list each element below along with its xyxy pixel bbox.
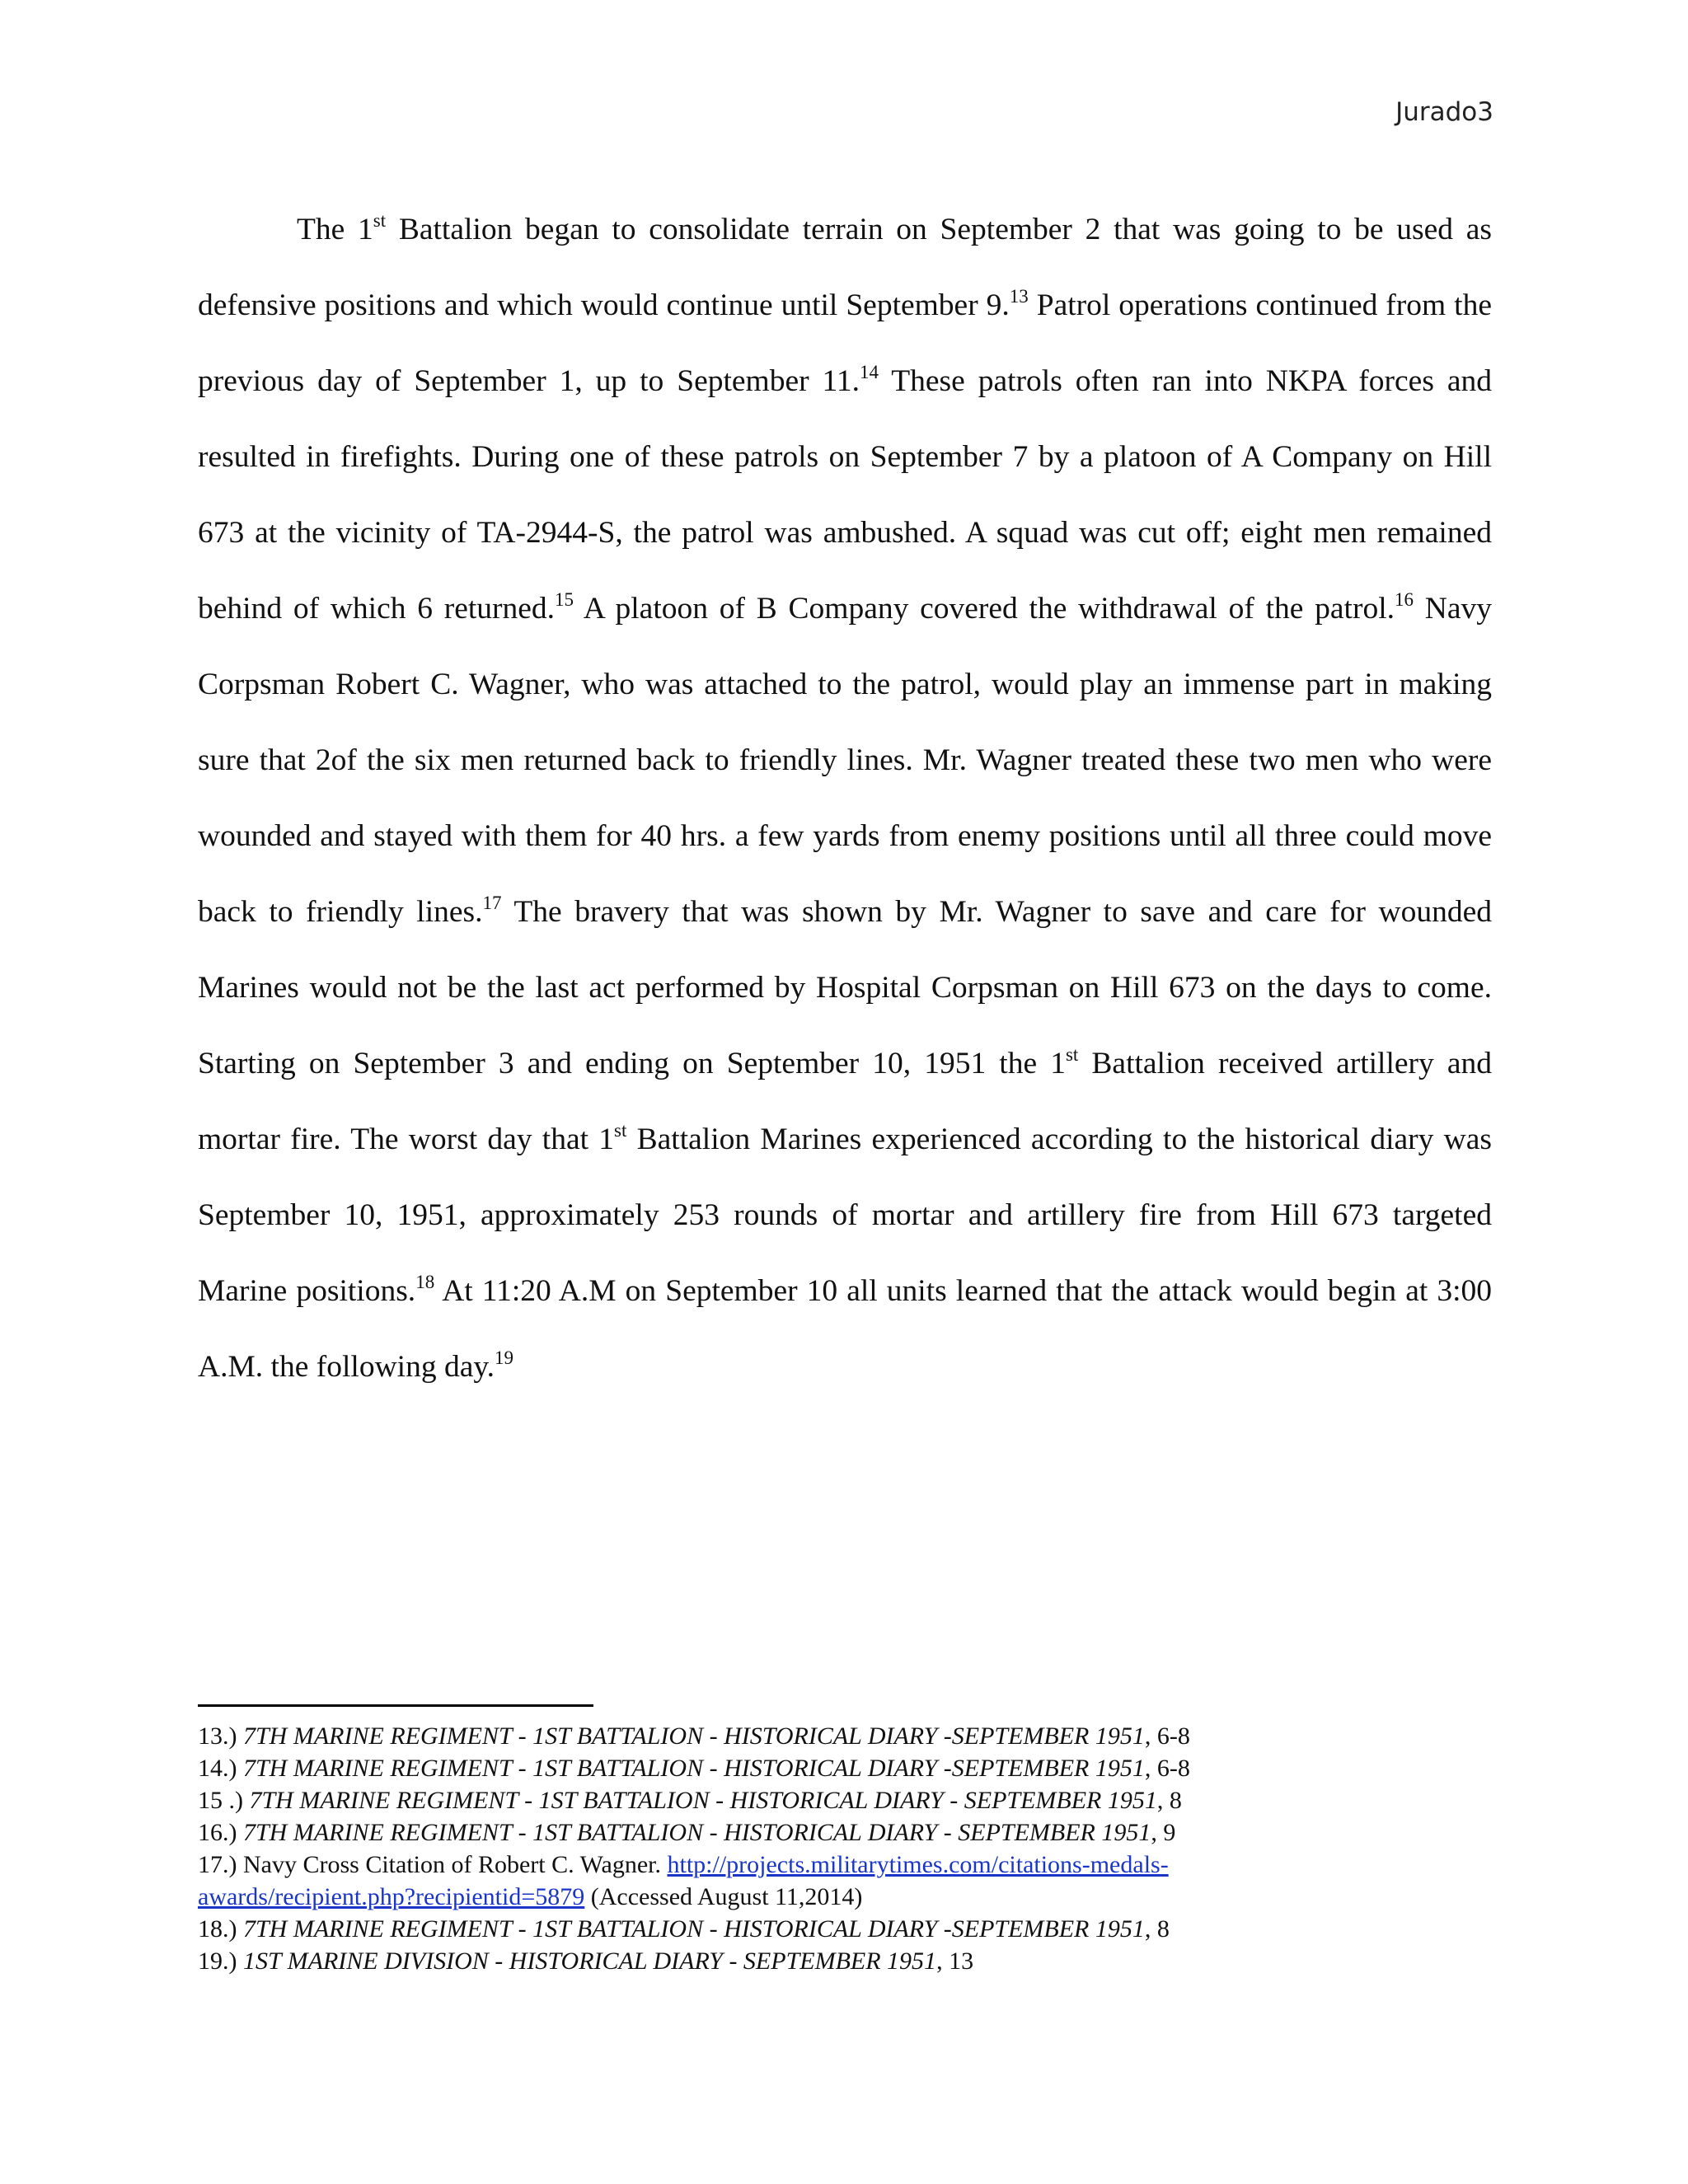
- footnote-number: 14.): [198, 1755, 243, 1782]
- footnote-13: [198, 1720, 1319, 1752]
- footnote-source-title: 7TH MARINE REGIMENT - 1ST BATTALION - HISTORICAL DIARY -SEPTEMBER 1951: [243, 1755, 1145, 1782]
- ordinal-suffix: st: [1065, 1043, 1079, 1065]
- footnote-ref-18[interactable]: 18: [415, 1271, 435, 1292]
- footnote-ref-16[interactable]: 16: [1395, 588, 1414, 610]
- body-text-run: Patrol operations continued from the previous day of September 1, up to September 11.: [198, 288, 1492, 398]
- footnote-pages: , 8: [1144, 1915, 1170, 1943]
- page-header: Jurado3: [1395, 97, 1493, 127]
- body-paragraph: [198, 192, 1492, 1405]
- footnote-14: [198, 1752, 1319, 1784]
- footnote-pages: , 6-8: [1144, 1755, 1190, 1782]
- citation-link[interactable]: http://projects.militarytimes.com/citations-medals-awards/recipient.php?recipientid=5879: [198, 1851, 1169, 1910]
- body-text-run: At 11:20 A.M on September 10 all units learned that the attack would begin at 3:00 A.M. the following day.: [198, 1274, 1492, 1384]
- footnote-number: 13.): [198, 1722, 243, 1750]
- footnote-pages: , 9: [1151, 1819, 1176, 1846]
- footnote-source-title: 7TH MARINE REGIMENT - 1ST BATTALION - HISTORICAL DIARY -SEPTEMBER 1951: [243, 1915, 1145, 1943]
- footnote-ref-13[interactable]: 13: [1009, 285, 1029, 307]
- footnote-pages: , 8: [1156, 1787, 1182, 1814]
- body-text-run: Battalion Marines experienced according to the historical diary was September 10, 1951, approximately 253 rounds of mortar and artillery fire from Hill 673 targeted Marine positions.: [198, 1122, 1492, 1308]
- footnote-source-title: 7TH MARINE REGIMENT - 1ST BATTALION - HISTORICAL DIARY - SEPTEMBER 1951: [249, 1787, 1157, 1814]
- footnote-citation-text: Navy Cross Citation of Robert C. Wagner.: [243, 1851, 668, 1878]
- footnote-18: [198, 1913, 1319, 1945]
- footnote-ref-15[interactable]: 15: [555, 588, 574, 610]
- footnote-ref-14[interactable]: 14: [860, 361, 879, 382]
- footnote-number: 15 .): [198, 1787, 250, 1814]
- body-text-run: The 1: [297, 213, 373, 246]
- body-text-run: A platoon of B Company covered the withdrawal of the patrol.: [574, 592, 1395, 626]
- ordinal-suffix: st: [614, 1119, 627, 1141]
- body-text-run: The bravery that was shown by Mr. Wagner to save and care for wounded Marines would not be the last act performed by Hospital Corpsman on Hill 673 on the days to come. Starting on September 3 and ending on September 10, 1951 the 1: [198, 895, 1492, 1080]
- footnote-ref-17[interactable]: 17: [482, 892, 502, 913]
- footnote-source-title: 7TH MARINE REGIMENT - 1ST BATTALION - HISTORICAL DIARY - SEPTEMBER 1951: [243, 1819, 1151, 1846]
- footnote-15: [198, 1784, 1319, 1816]
- footnote-separator: [198, 1704, 593, 1707]
- footnotes-section: [198, 1720, 1319, 1977]
- footnote-number: 16.): [198, 1819, 243, 1846]
- body-text-run: Battalion received artillery and mortar fire. The worst day that 1: [198, 1047, 1493, 1156]
- footnote-number: 19.): [198, 1947, 243, 1975]
- footnote-source-title: 7TH MARINE REGIMENT - 1ST BATTALION - HISTORICAL DIARY -SEPTEMBER 1951: [243, 1722, 1145, 1750]
- footnote-16: [198, 1816, 1319, 1849]
- footnote-pages: , 13: [936, 1947, 974, 1975]
- body-text-run: Navy Corpsman Robert C. Wagner, who was attached to the patrol, would play an immense part in making sure that 2of the six men returned back to friendly lines. Mr. Wagner treated these two men who were wounded and stayed with them for 40 hrs. a few yards from enemy positions until all three could move back to friendly lines.: [198, 592, 1492, 929]
- footnote-source-title: 1ST MARINE DIVISION - HISTORICAL DIARY - SEPTEMBER 1951: [243, 1947, 937, 1975]
- footnote-number: 17.): [198, 1851, 243, 1878]
- footnote-19: [198, 1945, 1319, 1977]
- body-text-run: These patrols often ran into NKPA forces and resulted in firefights. During one of these patrols on September 7 by a platoon of A Company on Hill 673 at the vicinity of TA-2944-S, the patrol was ambushed. A squad was cut off; eight men remained behind of which 6 returned.: [198, 364, 1492, 626]
- ordinal-suffix: st: [373, 209, 387, 231]
- body-text-run: Battalion began to consolidate terrain on September 2 that was going to be used as defensive positions and which would continue until September 9.: [198, 213, 1492, 322]
- footnote-number: 18.): [198, 1915, 243, 1943]
- footnote-17: [198, 1849, 1319, 1913]
- footnote-accessed-date: (Accessed August 11,2014): [584, 1883, 863, 1910]
- footnote-pages: , 6-8: [1144, 1722, 1190, 1750]
- footnote-ref-19[interactable]: 19: [495, 1347, 514, 1368]
